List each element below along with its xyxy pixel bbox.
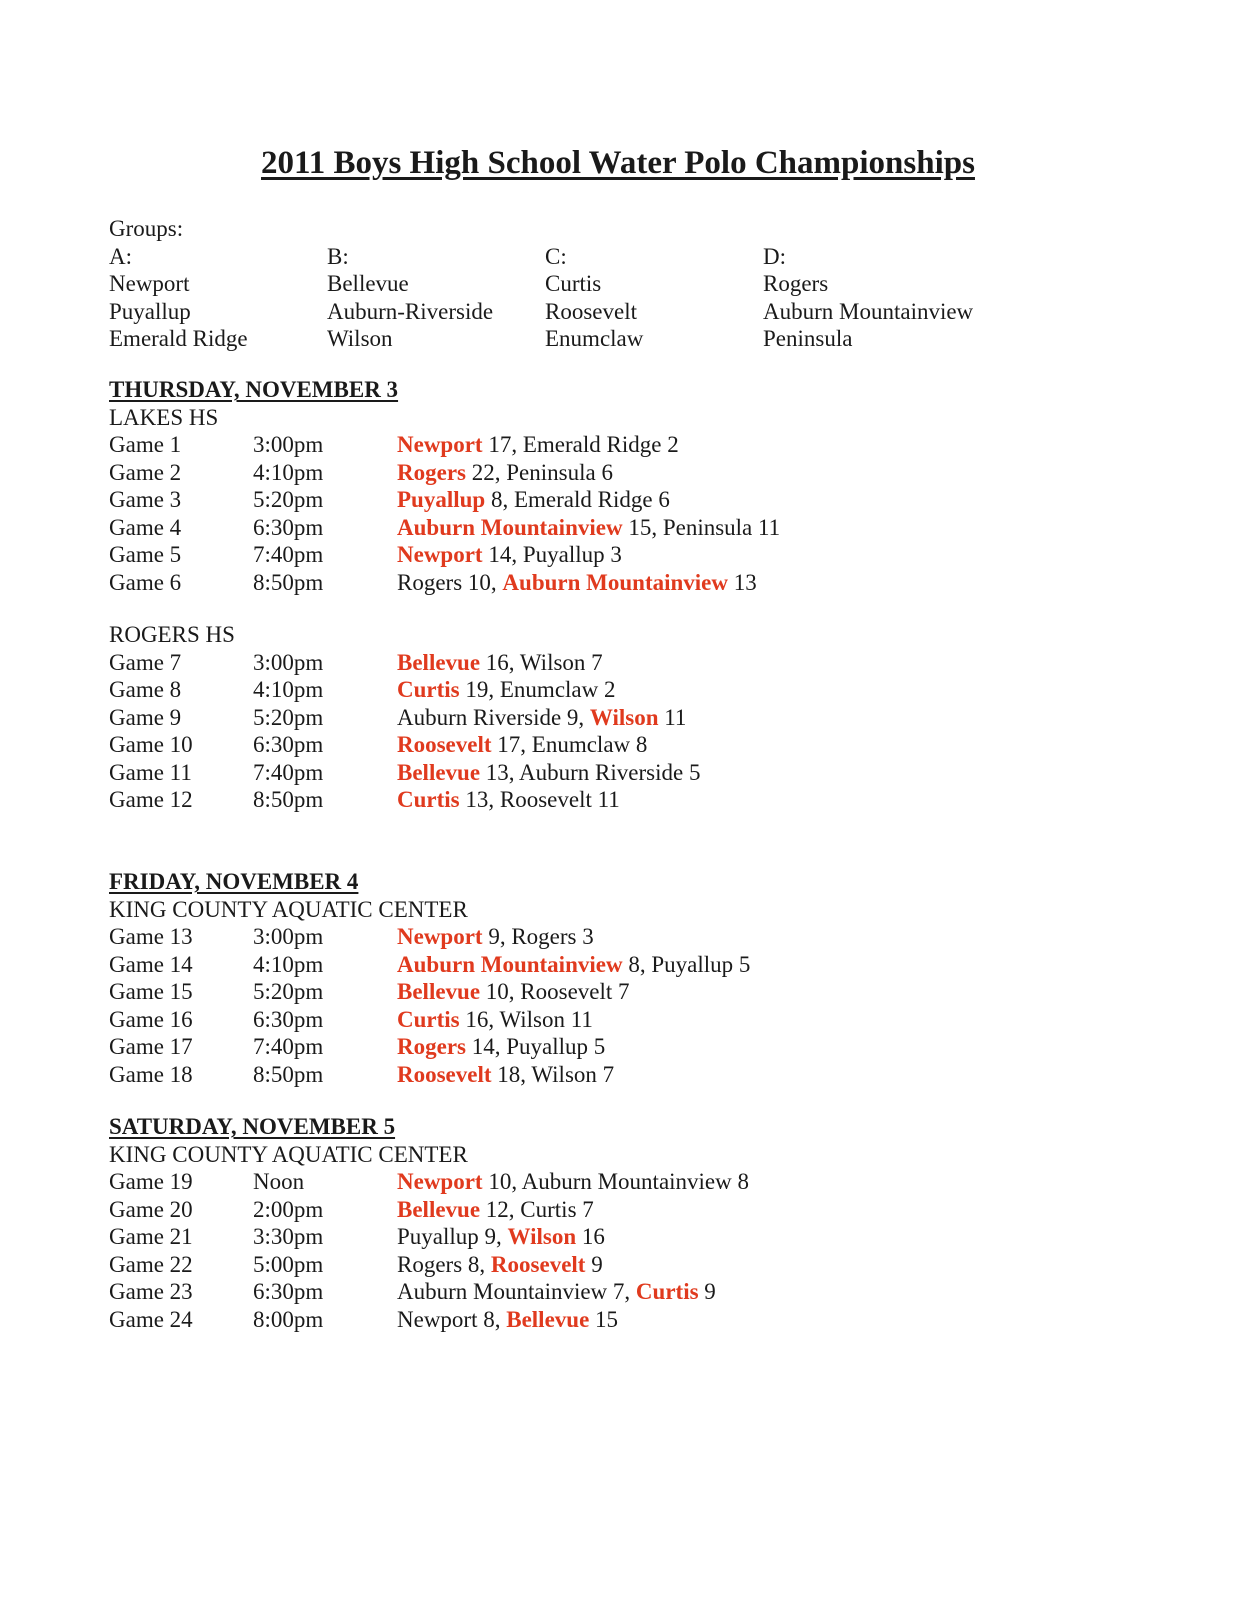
team2-name: Curtis — [635, 1279, 699, 1304]
team2-name: Puyallup — [651, 951, 734, 977]
game-row — [109, 951, 750, 979]
team2-name: Wilson — [507, 1224, 577, 1249]
game-number: Game 7 — [109, 649, 182, 675]
groups-block — [109, 215, 981, 353]
team1-score: 13 — [465, 787, 489, 812]
team1-name: Rogers — [397, 1034, 466, 1059]
group-team: Rogers — [763, 271, 829, 296]
games-list — [109, 923, 750, 1088]
team1-score: 8 — [628, 951, 640, 977]
game-row — [109, 759, 700, 787]
game-number: Game 14 — [109, 951, 193, 977]
group-team: Auburn-Riverside — [327, 298, 494, 324]
team2-score: 6 — [601, 459, 613, 485]
group-label: A: — [109, 243, 132, 269]
team2-name: Emerald Ridge — [522, 432, 662, 457]
team1-score: 18 — [497, 1061, 521, 1087]
team1-score: 10 — [488, 1169, 512, 1194]
team1-name: Roosevelt — [397, 1061, 492, 1087]
group-b — [327, 243, 545, 353]
page-title: 2011 Boys High School Water Polo Championships — [261, 145, 975, 181]
team2-name: Auburn Riverside — [519, 759, 684, 785]
game-number: Game 20 — [109, 1196, 193, 1222]
team1-name: Rogers — [397, 569, 463, 595]
game-row — [109, 1196, 749, 1224]
team2-score: 3 — [582, 924, 594, 949]
team1-score: 7 — [612, 1279, 625, 1304]
game-result: Auburn Mountainview 7, Curtis 9 — [397, 1279, 716, 1304]
game-time: 5:00pm — [253, 1251, 324, 1277]
team1-score: 10 — [467, 569, 491, 595]
game-result: Auburn Riverside 9, Wilson 11 — [397, 704, 687, 730]
game-time: 3:00pm — [253, 924, 324, 949]
game-result: Bellevue 13, Auburn Riverside 5 — [397, 759, 701, 785]
game-row — [109, 486, 780, 514]
group-columns — [109, 243, 981, 353]
team2-score: 3 — [610, 542, 622, 567]
team1-score: 22 — [471, 459, 495, 485]
game-time: 6:30pm — [253, 1279, 324, 1304]
team1-score: 8 — [483, 1306, 495, 1332]
group-team: Bellevue — [327, 271, 409, 296]
game-number: Game 10 — [109, 732, 193, 757]
team1-score: 14 — [488, 542, 512, 567]
game-result: Roosevelt 18, Wilson 7 — [397, 1061, 615, 1087]
team2-score: 11 — [664, 704, 687, 730]
game-row — [109, 541, 780, 569]
game-row — [109, 1006, 750, 1034]
team2-name: Enumclaw — [499, 677, 599, 702]
section-saturday — [109, 1113, 749, 1333]
game-row — [109, 786, 700, 814]
game-result: Newport 8, Bellevue 15 — [397, 1306, 619, 1332]
game-row — [109, 1033, 750, 1061]
team2-score: 5 — [738, 951, 751, 977]
group-a — [109, 243, 327, 353]
team2-name: Peninsula — [662, 514, 753, 540]
game-time: 8:50pm — [253, 569, 324, 595]
game-result: Bellevue 12, Curtis 7 — [397, 1196, 594, 1222]
venue-heading: KING COUNTY AQUATIC CENTER — [109, 896, 468, 922]
game-number: Game 16 — [109, 1006, 193, 1032]
game-result: Puyallup 9, Wilson 16 — [397, 1224, 605, 1249]
game-row — [109, 431, 780, 459]
team1-score: 17 — [488, 432, 512, 457]
game-row — [109, 704, 700, 732]
game-number: Game 19 — [109, 1169, 193, 1194]
team2-name: Wilson — [499, 1006, 565, 1032]
game-time: 5:20pm — [253, 704, 324, 730]
team1-name: Auburn Mountainview — [397, 951, 623, 977]
team2-score: 11 — [758, 514, 781, 540]
game-result: Newport 14, Puyallup 3 — [397, 542, 622, 567]
game-number: Game 12 — [109, 787, 193, 812]
team2-score: 7 — [591, 649, 603, 675]
team1-name: Newport — [397, 432, 483, 457]
team1-score: 12 — [485, 1196, 509, 1222]
game-time: 8:50pm — [253, 1061, 324, 1087]
team1-name: Rogers — [397, 1251, 463, 1277]
game-row — [109, 649, 700, 677]
group-label: B: — [327, 243, 349, 269]
game-time: 5:20pm — [253, 487, 324, 512]
group-team: Emerald Ridge — [109, 326, 248, 351]
team1-name: Bellevue — [397, 979, 481, 1004]
game-time: 6:30pm — [253, 514, 324, 540]
game-number: Game 4 — [109, 514, 182, 540]
team1-score: 8 — [467, 1251, 480, 1277]
game-row — [109, 569, 780, 597]
team1-name: Auburn Riverside — [397, 704, 562, 730]
team1-name: Puyallup — [397, 487, 486, 512]
team1-name: Auburn Mountainview — [397, 1279, 608, 1304]
game-number: Game 3 — [109, 487, 182, 512]
game-number: Game 21 — [109, 1224, 193, 1249]
game-result: Curtis 13, Roosevelt 11 — [397, 787, 620, 812]
team2-score: 8 — [737, 1169, 749, 1194]
game-time: 2:00pm — [253, 1196, 324, 1222]
team2-score: 2 — [667, 432, 679, 457]
team2-name: Roosevelt — [520, 979, 613, 1004]
group-team: Wilson — [327, 326, 393, 351]
team2-score: 16 — [581, 1224, 605, 1249]
game-row — [109, 731, 700, 759]
team1-name: Roosevelt — [397, 732, 492, 757]
game-number: Game 18 — [109, 1061, 193, 1087]
group-team: Enumclaw — [545, 326, 644, 351]
team1-name: Curtis — [397, 787, 460, 812]
team2-score: 6 — [658, 487, 670, 512]
game-row — [109, 1251, 749, 1279]
game-time: 4:10pm — [253, 459, 324, 485]
game-result: Auburn Mountainview 15, Peninsula 11 — [397, 514, 781, 540]
section-friday — [109, 868, 750, 1088]
games-list — [109, 1168, 749, 1333]
team2-name: Wilson — [531, 1061, 597, 1087]
game-row — [109, 923, 750, 951]
game-row — [109, 1223, 749, 1251]
game-row — [109, 1306, 749, 1334]
game-result: Newport 17, Emerald Ridge 2 — [397, 432, 679, 457]
game-time: 4:10pm — [253, 677, 324, 702]
team1-score: 10 — [485, 979, 509, 1004]
group-c — [545, 243, 763, 353]
group-team: Newport — [109, 271, 190, 296]
game-time: 7:40pm — [253, 542, 324, 567]
game-result: Roosevelt 17, Enumclaw 8 — [397, 732, 648, 757]
team2-score: 13 — [733, 569, 757, 595]
venue-heading: ROGERS HS — [109, 622, 235, 647]
game-number: Game 2 — [109, 459, 182, 485]
game-result: Newport 10, Auburn Mountainview 8 — [397, 1169, 749, 1194]
game-time: 3:00pm — [253, 649, 324, 675]
team1-name: Bellevue — [397, 759, 481, 785]
game-number: Game 9 — [109, 704, 182, 730]
games-list — [109, 649, 700, 814]
game-result: Auburn Mountainview 8, Puyallup 5 — [397, 951, 751, 977]
day-heading: SATURDAY, NOVEMBER 5 — [109, 1114, 396, 1139]
team1-score: 9 — [484, 1224, 497, 1249]
team2-name: Puyallup — [506, 1034, 589, 1059]
team1-name: Newport — [397, 1306, 478, 1332]
group-team: Roosevelt — [545, 298, 637, 324]
team2-name: Wilson — [519, 649, 586, 675]
team1-name: Newport — [397, 1169, 483, 1194]
game-result: Rogers 22, Peninsula 6 — [397, 459, 613, 485]
game-number: Game 5 — [109, 542, 182, 567]
game-time: 7:40pm — [253, 1034, 324, 1059]
game-row — [109, 1061, 750, 1089]
game-time: 6:30pm — [253, 732, 324, 757]
team2-name: Puyallup — [522, 542, 605, 567]
team2-score: 11 — [597, 787, 620, 812]
game-time: 8:50pm — [253, 787, 324, 812]
game-number: Game 13 — [109, 924, 193, 949]
team2-score: 9 — [591, 1251, 603, 1277]
team1-score: 9 — [488, 924, 500, 949]
game-row — [109, 514, 780, 542]
venue-heading: KING COUNTY AQUATIC CENTER — [109, 1141, 468, 1167]
group-label: C: — [545, 243, 567, 269]
team1-name: Curtis — [397, 1006, 460, 1032]
team1-name: Bellevue — [397, 1196, 481, 1222]
section-rogers-hs — [109, 621, 700, 814]
team1-name: Bellevue — [397, 649, 481, 675]
team1-score: 16 — [485, 649, 509, 675]
team2-score: 7 — [582, 1196, 594, 1222]
team2-name: Curtis — [520, 1196, 577, 1222]
venue-heading: LAKES HS — [109, 404, 219, 430]
game-row — [109, 1278, 749, 1306]
game-number: Game 17 — [109, 1034, 193, 1059]
game-result: Curtis 19, Enumclaw 2 — [397, 677, 616, 702]
game-time: 6:30pm — [253, 1006, 324, 1032]
team2-name: Rogers — [511, 924, 577, 949]
group-team: Peninsula — [763, 326, 853, 351]
team1-score: 15 — [628, 514, 652, 540]
game-result: Newport 9, Rogers 3 — [397, 924, 594, 949]
team1-score: 13 — [485, 759, 509, 785]
game-result: Curtis 16, Wilson 11 — [397, 1006, 593, 1032]
game-time: Noon — [253, 1169, 305, 1194]
groups-label: Groups: — [109, 216, 184, 241]
team1-score: 19 — [465, 677, 489, 702]
team1-score: 9 — [566, 704, 579, 730]
team2-name: Roosevelt — [499, 787, 592, 812]
game-result: Rogers 14, Puyallup 5 — [397, 1034, 606, 1059]
game-result: Bellevue 16, Wilson 7 — [397, 649, 603, 675]
section-thursday — [109, 376, 780, 596]
game-number: Game 15 — [109, 979, 193, 1004]
day-heading: THURSDAY, NOVEMBER 3 — [109, 377, 399, 402]
team2-name: Auburn Mountainview — [521, 1169, 732, 1194]
game-result: Bellevue 10, Roosevelt 7 — [397, 979, 630, 1004]
team1-name: Auburn Mountainview — [397, 514, 623, 540]
game-number: Game 6 — [109, 569, 182, 595]
game-time: 7:40pm — [253, 759, 324, 785]
game-number: Game 1 — [109, 432, 182, 457]
game-row — [109, 978, 750, 1006]
group-team: Auburn Mountainview — [763, 298, 974, 324]
team1-score: 14 — [471, 1034, 495, 1059]
game-number: Game 11 — [109, 759, 192, 785]
team1-name: Curtis — [397, 677, 460, 702]
team2-score: 11 — [570, 1006, 593, 1032]
team2-name: Enumclaw — [531, 732, 631, 757]
team1-score: 17 — [497, 732, 521, 757]
game-number: Game 22 — [109, 1251, 193, 1277]
team2-score: 2 — [603, 677, 616, 702]
games-list — [109, 431, 780, 596]
team2-name: Wilson — [589, 704, 659, 730]
game-time: 5:20pm — [253, 979, 324, 1004]
team1-score: 16 — [465, 1006, 489, 1032]
game-result: Puyallup 8, Emerald Ridge 6 — [397, 487, 670, 512]
game-row — [109, 676, 700, 704]
team2-score: 8 — [635, 732, 648, 757]
team2-score: 7 — [618, 979, 630, 1004]
group-label: D: — [763, 243, 786, 269]
team2-score: 15 — [595, 1306, 619, 1332]
game-row — [109, 459, 780, 487]
team1-name: Newport — [397, 924, 483, 949]
team2-score: 5 — [688, 759, 701, 785]
team2-name: Roosevelt — [490, 1251, 586, 1277]
team1-name: Newport — [397, 542, 483, 567]
game-time: 4:10pm — [253, 951, 324, 977]
game-number: Game 24 — [109, 1306, 193, 1332]
team2-name: Bellevue — [506, 1306, 590, 1332]
game-result: Rogers 8, Roosevelt 9 — [397, 1251, 603, 1277]
team1-name: Rogers — [397, 459, 466, 485]
group-team: Puyallup — [109, 298, 191, 324]
game-time: 3:30pm — [253, 1224, 324, 1249]
team2-name: Emerald Ridge — [513, 487, 653, 512]
day-heading: FRIDAY, NOVEMBER 4 — [109, 869, 359, 894]
team2-score: 5 — [593, 1034, 606, 1059]
game-number: Game 8 — [109, 677, 182, 702]
team2-score: 9 — [704, 1279, 716, 1304]
group-team: Curtis — [545, 271, 602, 296]
game-result: Rogers 10, Auburn Mountainview 13 — [397, 569, 757, 595]
team2-score: 7 — [602, 1061, 615, 1087]
game-row — [109, 1168, 749, 1196]
game-number: Game 23 — [109, 1279, 193, 1304]
team1-name: Puyallup — [397, 1224, 479, 1249]
team2-name: Peninsula — [506, 459, 596, 485]
team2-name: Auburn Mountainview — [502, 569, 728, 595]
game-time: 3:00pm — [253, 432, 324, 457]
group-d — [763, 243, 981, 353]
team1-score: 8 — [490, 487, 503, 512]
game-time: 8:00pm — [253, 1306, 324, 1332]
